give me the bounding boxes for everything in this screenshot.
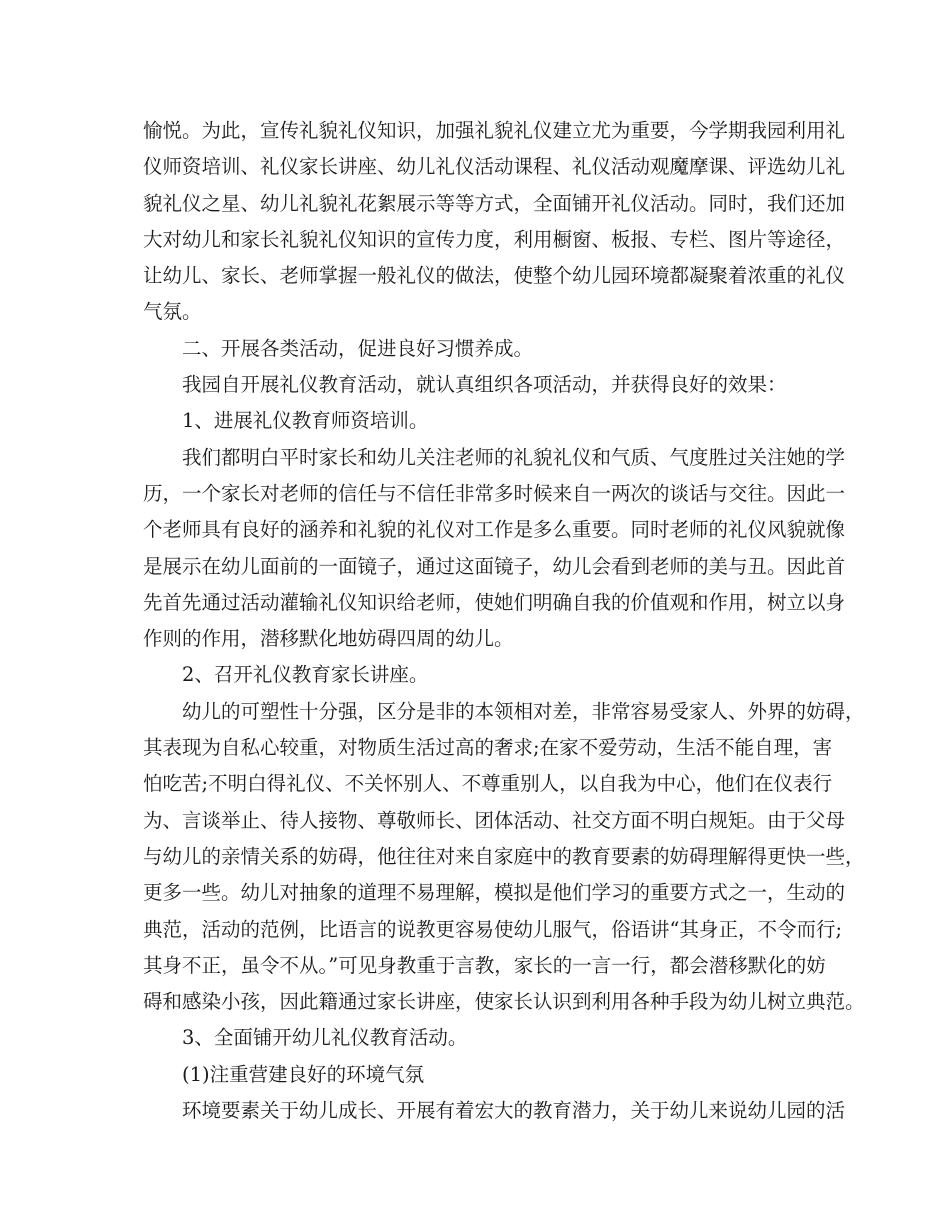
- paragraph-line: 让幼儿、家长、老师掌握一般礼仪的做法，使整个幼儿园环境都凝聚着浓重的礼仪: [143, 264, 846, 288]
- paragraph-line: 个老师具有良好的涵养和礼貌的礼仪对工作是多么重要。同时老师的礼仪风貌就像: [143, 518, 846, 542]
- paragraph-line: 典范，活动的范例，比语言的说教更容易使幼儿服气，俗语讲“其身正，不令而行;: [143, 917, 843, 941]
- paragraph-line: 大对幼儿和家长礼貌礼仪知识的宣传力度，利用橱窗、板报、专栏、图片等途径，: [143, 227, 846, 251]
- document-body: [143, 113, 865, 1129]
- paragraph-line: 是展示在幼儿面前的一面镜子，通过这面镜子，幼儿会看到老师的美与丑。因此首: [143, 554, 846, 578]
- subsection-heading: (1)注重营建良好的环境气氛: [182, 1062, 425, 1086]
- paragraph-line: 我们都明白平时家长和幼儿关注老师的礼貌礼仪和气质、气度胜过关注她的学: [182, 445, 846, 469]
- subsection-heading: 2、召开礼仪教育家长讲座。: [182, 663, 429, 687]
- paragraph-line: 为、言谈举止、待人接物、尊敬师长、团体活动、社交方面不明白规矩。由于父母: [143, 808, 846, 832]
- paragraph-line: 我园自开展礼仪教育活动，就认真组织各项活动，并获得良好的效果：: [182, 373, 787, 397]
- paragraph-line: 历，一个家长对老师的信任与不信任非常多时候来自一两次的谈话与交往。因此一: [143, 481, 846, 505]
- paragraph-line: 貌礼仪之星、幼儿礼貌礼花絮展示等等方式，全面铺开礼仪活动。同时，我们还加: [143, 191, 846, 215]
- paragraph-line: 环境要素关于幼儿成长、开展有着宏大的教育潜力，关于幼儿来说幼儿园的活: [182, 1099, 846, 1123]
- paragraph-line: 怕吃苦;不明白得礼仪、不关怀别人、不尊重别人，以自我为中心，他们在仪表行: [143, 772, 833, 796]
- paragraph-line: 先首先通过活动灌输礼仪知识给老师，使她们明确自我的价值观和作用，树立以身: [143, 590, 846, 614]
- paragraph-line: 更多一些。幼儿对抽象的道理不易理解，模拟是他们学习的重要方式之一，生动的: [143, 881, 846, 905]
- section-heading: 二、开展各类活动，促进良好习惯养成。: [182, 336, 534, 360]
- paragraph-line: 仪师资培训、礼仪家长讲座、幼儿礼仪活动课程、礼仪活动观魔摩课、评选幼儿礼: [143, 155, 846, 179]
- paragraph-line: 气氛。: [143, 300, 202, 324]
- subsection-heading: 3、全面铺开幼儿礼仪教育活动。: [182, 1026, 468, 1050]
- paragraph-line: 与幼儿的亲情关系的妨碍，他往往对来自家庭中的教育要素的妨碍理解得更快一些，: [143, 844, 865, 868]
- paragraph-line: 其身不正，虽令不从。”可见身教重于言教，家长的一言一行，都会潜移默化的妨: [143, 953, 826, 977]
- paragraph-line: 作则的作用，潜移默化地妨碍四周的幼儿。: [143, 627, 514, 651]
- paragraph-line: 幼儿的可塑性十分强，区分是非的本领相对差，非常容易受家人、外界的妨碍，: [182, 699, 865, 723]
- subsection-heading: 1、进展礼仪教育师资培训。: [182, 409, 429, 433]
- paragraph-line: 其表现为自私心较重，对物质生活过高的奢求;在家不爱劳动，生活不能自理，害: [143, 736, 833, 760]
- paragraph-line: 碍和感染小孩，因此籍通过家长讲座，使家长认识到利用各种手段为幼儿树立典范。: [143, 990, 865, 1014]
- paragraph-line: 愉悦。为此，宣传礼貌礼仪知识，加强礼貌礼仪建立尤为重要，今学期我园利用礼: [143, 119, 846, 142]
